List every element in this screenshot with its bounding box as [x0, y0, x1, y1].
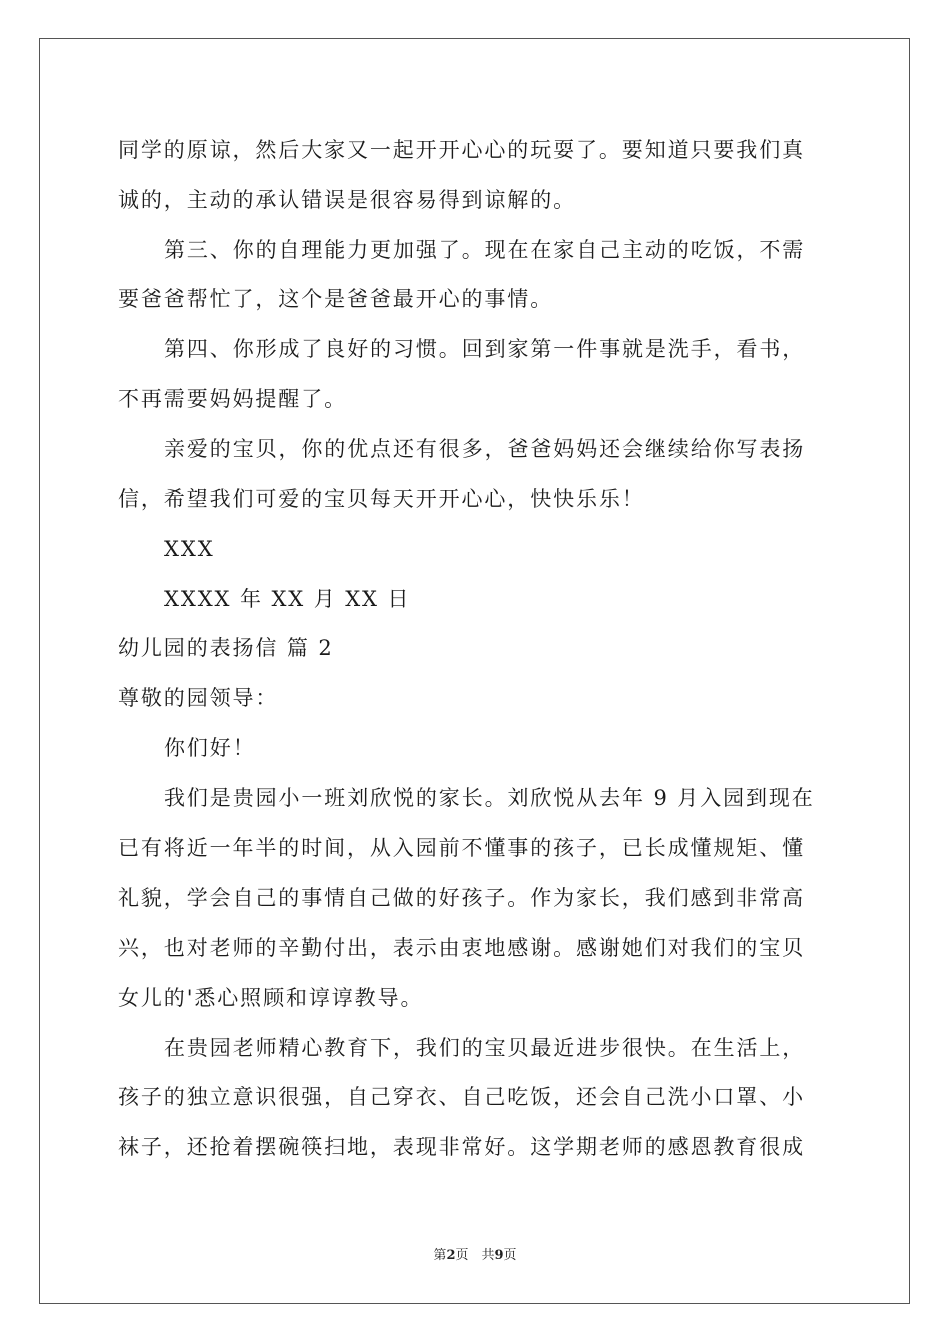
paragraph-line: 诚的，主动的承认错误是很容易得到谅解的。: [118, 188, 576, 212]
paragraph-line: 我们是贵园小一班刘欣悦的家长。刘欣悦从去年 9 月入园到现在: [164, 786, 815, 810]
paragraph-line: 已有将近一年半的时间，从入园前不懂事的孩子，已长成懂规矩、懂: [118, 836, 805, 860]
page-footer: [0, 1247, 950, 1265]
paragraph-line: 要爸爸帮忙了，这个是爸爸最开心的事情。: [118, 287, 554, 311]
paragraph-line: 信，希望我们可爱的宝贝每天开开心心，快快乐乐！: [118, 487, 645, 511]
paragraph-line: 第四、你形成了良好的习惯。回到家第一件事就是洗手，看书，: [164, 337, 806, 361]
page-border: [39, 38, 910, 1304]
paragraph-line: 在贵园老师精心教育下，我们的宝贝最近进步很快。在生活上，: [164, 1036, 806, 1060]
paragraph-line: 孩子的独立意识很强，自己穿衣、自己吃饭，还会自己洗小口罩、小: [118, 1085, 805, 1109]
paragraph-line: 第三、你的自理能力更加强了。现在在家自己主动的吃饭，不需: [164, 238, 806, 262]
signature-date: XXXX 年 XX 月 XX 日: [164, 587, 411, 611]
paragraph-line: 袜子，还抢着摆碗筷扫地，表现非常好。这学期老师的感恩教育很成: [118, 1135, 805, 1159]
signature-name: XXX: [164, 537, 215, 561]
total-pages-number: 9: [494, 1248, 504, 1263]
footer-mid: 页 共: [455, 1248, 495, 1263]
greeting: 你们好！: [164, 736, 256, 760]
paragraph-line: 兴，也对老师的辛勤付出，表示由衷地感谢。感谢她们对我们的宝贝: [118, 936, 805, 960]
paragraph-line: 女儿的'悉心照顾和谆谆教导。: [118, 986, 424, 1010]
paragraph-line: 不再需要妈妈提醒了。: [118, 387, 347, 411]
paragraph-line: 亲爱的宝贝，你的优点还有很多，爸爸妈妈还会继续给你写表扬: [164, 437, 806, 461]
salutation: 尊敬的园领导：: [118, 686, 279, 710]
paragraph-line: 礼貌，学会自己的事情自己做的好孩子。作为家长，我们感到非常高: [118, 886, 805, 910]
footer-prefix: 第: [433, 1248, 447, 1263]
footer-suffix: 页: [503, 1248, 517, 1263]
current-page-number: 2: [446, 1248, 456, 1263]
section-title: 幼儿园的表扬信 篇 2: [118, 636, 334, 660]
paragraph-line: 同学的原谅，然后大家又一起开开心心的玩耍了。要知道只要我们真: [118, 138, 805, 162]
